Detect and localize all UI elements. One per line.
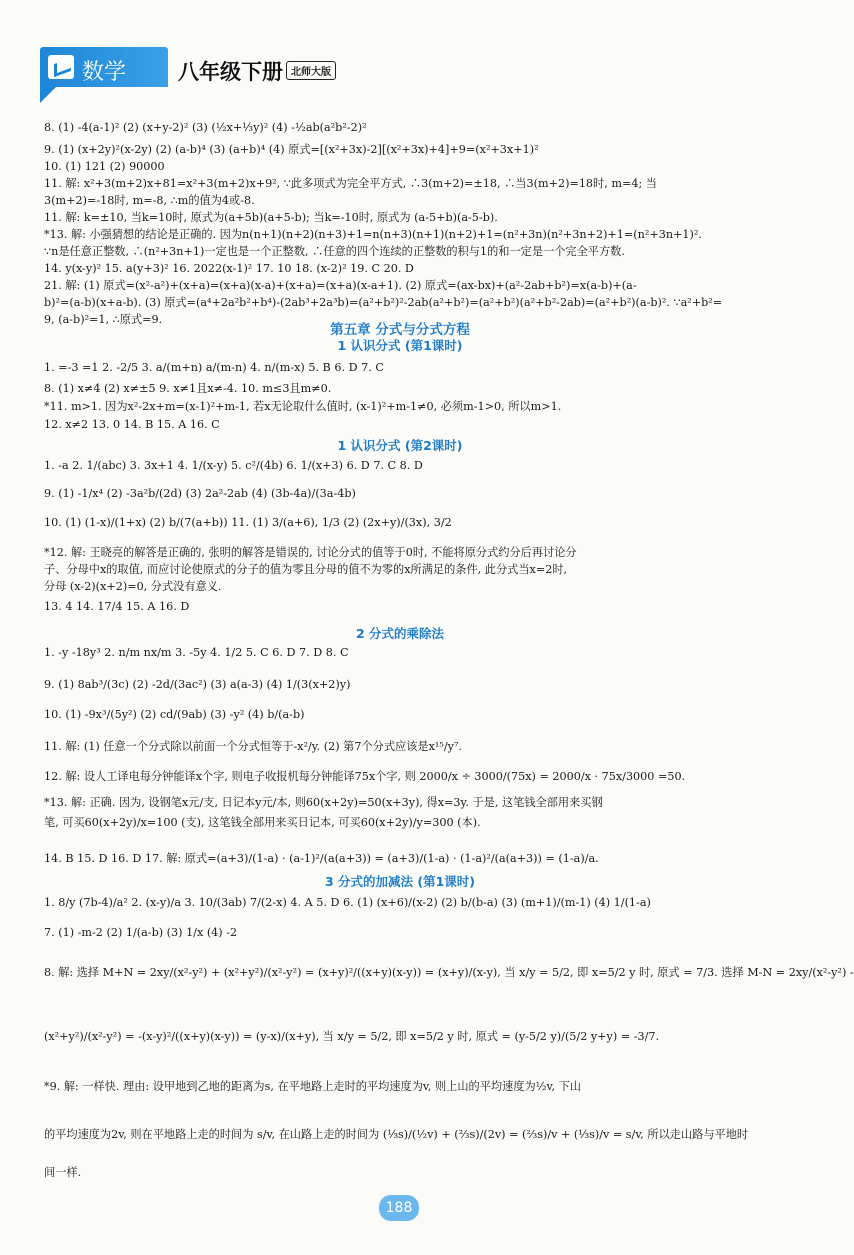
lesson-title: 2 分式的乘除法 <box>355 626 445 641</box>
answer-line: 1. -y -18y³ 2. n/m nx/m 3. -5y 4. 1/2 5. C 6. D 7. D 8. C <box>44 646 349 659</box>
answer-line: 3(m+2)=-18时, m=-8, ∴m的值为4或-8. <box>44 194 255 207</box>
answer-line: 分母 (x-2)(x+2)=0, 分式没有意义. <box>44 580 222 593</box>
chapter-title: 第五章 分式与分式方程 <box>330 322 470 338</box>
answer-line: 21. 解: (1) 原式=(x²-a²)+(x+a)=(x+a)(x-a)+(x+a)=(x+a)(x-a+1). (2) 原式=(ax-bx)+(a²-2ab+b²)=x(a-b)+(a- <box>44 279 637 292</box>
answer-line: 子、分母中x的取值, 而应讨论使原式的分子的值为零且分母的值不为零的x所满足的条件, 此分式当x=2时, <box>44 563 568 576</box>
answer-line: *9. 解: 一样快. 理由: 设甲地到乙地的距离为s, 在平地路上走时的平均速度为v, 则上山的平均速度为½v, 下山 <box>44 1080 581 1093</box>
answer-line: 8. (1) -4(a-1)² (2) (x+y-2)² (3) (½x+⅓y)² (4) -½ab(a²b²-2)² <box>44 121 367 134</box>
answer-line: 8. (1) x≠4 (2) x≠±5 9. x≠1且x≠-4. 10. m≤3且m≠0. <box>44 382 332 395</box>
answer-line: *11. m>1. 因为x²-2x+m=(x-1)²+m-1, 若x无论取什么值时, (x-1)²+m-1≠0, 必须m-1>0, 所以m>1. <box>44 400 562 413</box>
answer-line: b)²=(a-b)(x+a-b). (3) 原式=(a⁴+2a²b²+b⁴)-(2ab³+2a³b)=(a²+b²)²-2ab(a²+b²)=(a²+b²)(a²+b²-2ab)=(a²+b²)(a-b)². ∵a²+b²= <box>44 296 723 309</box>
answer-line: ∵n是任意正整数, ∴(n²+3n+1)一定也是一个正整数, ∴任意的四个连续的正整数的积与1的和一定是一个完全平方数. <box>44 245 625 258</box>
answer-line: 12. x≠2 13. 0 14. B 15. A 16. C <box>44 418 220 431</box>
answer-line: 12. 解: 设人工译电每分钟能译x个字, 则电子收报机每分钟能译75x个字, 则 2000/x ÷ 3000/(75x) = 2000/x · 75x/3000 =50. <box>44 770 686 783</box>
answer-line: 笔, 可买60(x+2y)/x=100 (支), 这笔钱全部用来买日记本, 可买60(x+2y)/y=300 (本). <box>44 816 481 829</box>
answer-line: 10. (1) (1-x)/(1+x) (2) b/(7(a+b)) 11. (1) 3/(a+6), 1/3 (2) (2x+y)/(3x), 3/2 <box>44 516 452 529</box>
answer-line: 9. (1) -1/x⁴ (2) -3a²b/(2d) (3) 2a²-2ab (4) (3b-4a)/(3a-4b) <box>44 487 356 500</box>
answer-line: *13. 解: 小强猜想的结论是正确的. 因为n(n+1)(n+2)(n+3)+1=n(n+3)(n+1)(n+2)+1=(n²+3n)(n²+3n+2)+1=(n²+3n+1)². <box>44 228 702 241</box>
answer-line: 的平均速度为2v, 则在平地路上走的时间为 s/v, 在山路上走的时间为 (⅓s)/(½v) + (⅔s)/(2v) = (⅔s)/v + (⅓s)/v = s/v, 所以走山路与平地时 <box>44 1128 749 1141</box>
lesson-title: 1 认识分式 (第1课时) <box>337 338 463 353</box>
answer-line: 11. 解: (1) 任意一个分式除以前面一个分式恒等于-x²/y. (2) 第7个分式应该是x¹⁵/y⁷. <box>44 740 462 753</box>
edition-badge: 北师大版 <box>286 61 336 80</box>
answer-line: 14. B 15. D 16. D 17. 解: 原式=(a+3)/(1-a) · (a-1)²/(a(a+3)) = (a+3)/(1-a) · (1-a)²/(a(a+3)) = (1-a)/a. <box>44 852 599 865</box>
lesson-title: 3 分式的加减法 (第1课时) <box>324 874 476 889</box>
answer-line: 9. (1) (x+2y)²(x-2y) (2) (a-b)⁴ (3) (a+b)⁴ (4) 原式=[(x²+3x)-2][(x²+3x)+4]+9=(x²+3x+1)² <box>44 143 539 156</box>
answer-line: *12. 解: 王晓亮的解答是正确的, 张明的解答是错误的, 讨论分式的值等于0时, 不能将原分式约分后再讨论分 <box>44 546 577 559</box>
grade-label: 八年级下册 <box>178 60 283 84</box>
answer-line: 9. (1) 8ab³/(3c) (2) -2d/(3ac²) (3) a(a-3) (4) 1/(3(x+2)y) <box>44 678 351 691</box>
answer-line: *13. 解: 正确. 因为, 设钢笔x元/支, 日记本y元/本, 则60(x+2y)=50(x+3y), 得x=3y. 于是, 这笔钱全部用来买钢 <box>44 796 603 809</box>
answer-line: 8. 解: 选择 M+N = 2xy/(x²-y²) + (x²+y²)/(x²-y²) = (x+y)²/((x+y)(x-y)) = (x+y)/(x-y), 当 x/y = 5/2, 即 x=5/2 y 时, 原式 = 7/3. 选择 M-N = 2xy/(x²-y²) - <box>44 966 854 979</box>
answer-line: 1. -a 2. 1/(abc) 3. 3x+1 4. 1/(x-y) 5. c²/(4b) 6. 1/(x+3) 6. D 7. C 8. D <box>44 459 423 472</box>
answer-line: 1. 8/y (7b-4)/a² 2. (x-y)/a 3. 10/(3ab) 7/(2-x) 4. A 5. D 6. (1) (x+6)/(x-2) (2) b/(b-a) (3) (m+1)/(m-1) (4) 1/(1-a) <box>44 896 651 909</box>
subject-label: 数学 <box>82 60 127 85</box>
answer-line: 9, (a-b)²=1, ∴原式=9. <box>44 313 163 326</box>
answer-line: 间一样. <box>44 1166 82 1179</box>
page-number: 188 <box>379 1195 419 1221</box>
answer-line: 11. 解: k=±10, 当k=10时, 原式为(a+5b)(a+5-b); 当k=-10时, 原式为 (a-5+b)(a-5-b). <box>44 211 498 224</box>
answer-line: 11. 解: x²+3(m+2)x+81=x²+3(m+2)x+9², ∵此多项式为完全平方式, ∴3(m+2)=±18, ∴当3(m+2)=18时, m=4; 当 <box>44 177 657 190</box>
answer-line: 1. =-3 =1 2. -2/5 3. a/(m+n) a/(m-n) 4. n/(m-x) 5. B 6. D 7. C <box>44 361 384 374</box>
answer-line: (x²+y²)/(x²-y²) = -(x-y)²/((x+y)(x-y)) = (y-x)/(x+y), 当 x/y = 5/2, 即 x=5/2 y 时, 原式 = (y-5/2 y)/(5/2 y+y) = -3/7. <box>44 1030 660 1043</box>
lesson-title: 1 认识分式 (第2课时) <box>337 438 463 453</box>
answer-line: 13. 4 14. 17/4 15. A 16. D <box>44 600 190 613</box>
answer-line: 14. y(x-y)² 15. a(y+3)² 16. 2022(x-1)² 17. 10 18. (x-2)² 19. C 20. D <box>44 262 414 275</box>
answer-line: 10. (1) 121 (2) 90000 <box>44 160 165 173</box>
answer-line: 10. (1) -9x³/(5y²) (2) cd/(9ab) (3) -y² (4) b/(a-b) <box>44 708 305 721</box>
answer-line: 7. (1) -m-2 (2) 1/(a-b) (3) 1/x (4) -2 <box>44 926 238 939</box>
